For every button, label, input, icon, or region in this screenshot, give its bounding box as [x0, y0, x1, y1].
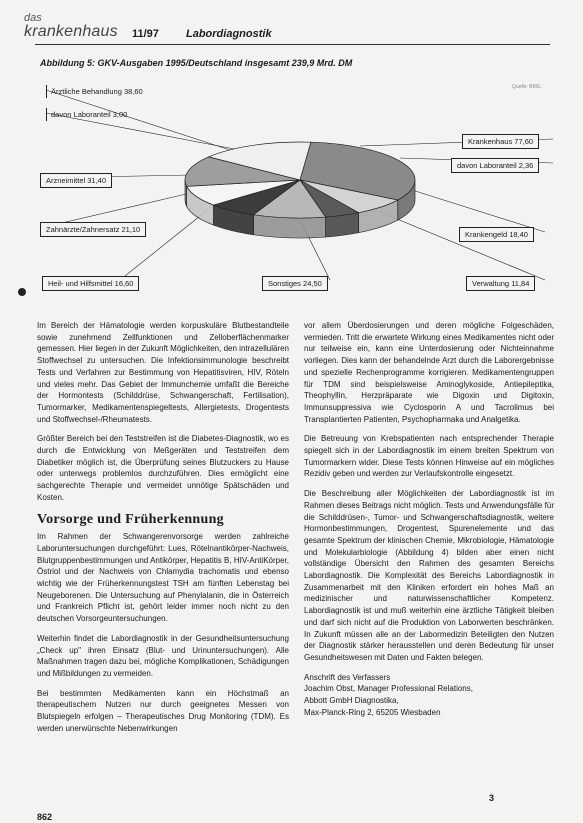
address-name: Joachim Obst, Manager Professional Relations,: [304, 684, 473, 694]
label-krankengeld: Krankengeld 18,40: [459, 227, 534, 242]
logo-main-text: krankenhaus: [24, 23, 118, 40]
label-laboranteil-krankenhaus: davon Laboranteil 2,36: [451, 158, 539, 173]
leader-line: [412, 190, 545, 232]
section-title: Labordiagnostik: [186, 28, 272, 40]
paragraph: Die Beschreibung aller Möglichkeiten der Labordiagnostik ist im Rahmen dieses Beitrags nicht möglich. Tests und Anwendungsfälle für die Schilddrüsen-, Tumor- und Schwangerschaftsdiagnostik, weitere Hormonbestimmungen, Drogentest, Spurenelemente und das gesamte Spektrum der klinischen Chemie, Mikrobiologie, Hämatologie und Molekularbiologie (Abbildung 4) bilden aber einen nicht vollständige Übersicht den Rahmen des gesamten Bereichs Labordiagnostik. Die Komplexität des Bereichs Labordiagnostik in Zusammenarbeit mit den Kliniken erfordert ein hohes Maß an medizinischer und naturwissenschaftlicher Kompetenz. Labordiagnostik ist und muß weiterhin eine ärztliche Tätigkeit bleiben und darf sich nicht auf die Produktion von Laborwerten beschränken. In Zukunft müssen alle an der Labormedizin Beteiligten den Nutzen der Diagnostik stärker herausstellen und deren Bedeutung für unser Gesundheitswesen mit Daten und Fakten belegen.: [304, 489, 554, 662]
paragraph: Die Betreuung von Krebspatienten nach entsprechender Therapie spiegelt sich in der Labordiagnostik im einem breiten Spektrum von Tumormarkern wider. Diese Tests können Hinweise auf ein mögliches Rezidiv geben und werden zur Verlaufskontrolle eingesetzt.: [304, 434, 554, 479]
label-arzneimittel: Arzneimittel 31,40: [40, 173, 112, 188]
left-column: [37, 320, 289, 743]
address-title: Anschrift des Verfassers: [304, 672, 391, 682]
journal-logo: [24, 12, 129, 46]
bottom-number: 862: [37, 812, 53, 822]
section-heading: Vorsorge und Früherkennung: [37, 511, 224, 527]
label-verwaltung: Verwaltung 11,84: [466, 276, 535, 291]
paragraph: Bei bestimmten Medikamenten kann ein Höchstmaß an therapeutischem Nutzen nur durch geeignetes Messen von Blutspiegeln erfolgen – Therapeutisches Drug Monitoring (TDM). Es werden unerwünschte Nebenwirkungen: [37, 688, 289, 733]
label-heil-hilfsmittel: Heil- und Hilfsmittel 16,60: [42, 276, 139, 291]
figure-source: Quelle: BMG: [512, 84, 541, 90]
issue-number: 11/97: [132, 28, 159, 40]
right-column: [304, 320, 554, 719]
logo-top-text: das: [24, 12, 42, 24]
label-sonstiges: Sonstiges 24,50: [262, 276, 328, 291]
paragraph: Größter Bereich bei den Teststreifen ist die Diabetes-Diagnostik, wo es durch die Entwicklung von Meßgeräten und Teststreifen dem Diabetiker möglich ist, die Überprüfung seines Blutzuckers zu Hause oder unterwegs problemlos durchzuführen. Dies ermöglicht eine sachgerechte Therapie und vermeidet unnötige Spätschäden und Kosten.: [37, 434, 289, 502]
page-number: 3: [489, 793, 495, 803]
author-address: [304, 672, 554, 719]
paragraph: vor allem Überdosierungen und deren mögliche Folgeschäden, vermieden. Tritt die erwartete Wirkung eines Medikamentes nicht oder nur teilweise ein, kann eine Unterdosierung oder Nichteinnahme vorliegen. Dies kann der behandelnde Arzt durch die Laborergebnisse und spezielle Rechenprogramme korrigieren. Medikamentengruppen für TDM sind beispielsweise Aminoglykoside, Antiepileptika, Theophyllin, Herzpräparate wie Digoxin und Digitoxin, Immunsuppressiva wie Cyclosporin A und Tacrolimus bei Transplantierten Patienten, Psychopharmaka und Analgetika.: [304, 321, 554, 424]
label-laboranteil-aerzte: davon Laboranteil 3,00: [46, 108, 131, 121]
punch-hole: [18, 288, 26, 296]
label-aerztliche-behandlung: Ärztliche Behandlung 38,60: [46, 85, 147, 98]
header-divider: [35, 44, 550, 45]
address-company: Abbott GmbH Diagnostika,: [304, 696, 399, 706]
label-zahnaerzte: Zahnärzte/Zahnersatz 21,10: [40, 222, 146, 237]
paragraph: Weiterhin findet die Labordiagnostik in der Gesundheitsuntersuchung „Check up" ihren Einsatz (Blut- und Urinuntersuchungen). Alle Maßnahmen tragen dazu bei, mögliche Komplikationen, Schädigungen und Mißbildungen zu vermeiden.: [37, 633, 289, 678]
label-krankenhaus: Krankenhaus 77,60: [462, 134, 539, 149]
leader-line: [380, 212, 545, 280]
pie-chart-figure: [0, 80, 583, 300]
address-street: Max-Planck-Ring 2, 65205 Wiesbaden: [304, 707, 441, 717]
figure-caption: Abbildung 5: GKV-Ausgaben 1995/Deutschland insgesamt 239,9 Mrd. DM: [40, 58, 353, 68]
paragraph: Im Rahmen der Schwangerenvorsorge werden zahlreiche Laboruntersuchungen durchgeführt: Lues, Rötelnantikörper-Nachweis, Blutgruppenbestimmungen und Antikörper, Hepatitis B, HIV-AntiKörper, Östriol und der Nachweis von Chlamydia trachomatis und ebenso wichtig wie der Früherkennungstest TSH am fünften Lebenstag bei Neugeborenen. Die Untersuchung auf Phenylalanin, die in Österreich und Frankreich Pflicht ist, gehört leider immer noch nicht zu den deutschen Vorsorgeuntersuchungen.: [37, 532, 289, 624]
paragraph: Im Bereich der Hämatologie werden korpuskuläre Blutbestandteile sowie zunehmend Zellfunktionen und Zelloberflächenmarker gemessen. Hier liegen in der Zukunft Möglichkeiten, den intrazellulären Stoffwechsel zu untersuchen. Die Infektionsimmunologie beschreibt Tests und Verfahren zur Bestimmung von Hepatitisviren, HIV, Röteln und vieles mehr. Das Gebiet der Immunchemie umfaßt die Bereiche der Hormontests (Schilddrüse, Schwangerschaft, Fertilisation), Tumormarker, Medikamentenspiegeltests, Allergietests, Drogentests und Stoffwechsel-/Rheumatests.: [37, 321, 289, 424]
